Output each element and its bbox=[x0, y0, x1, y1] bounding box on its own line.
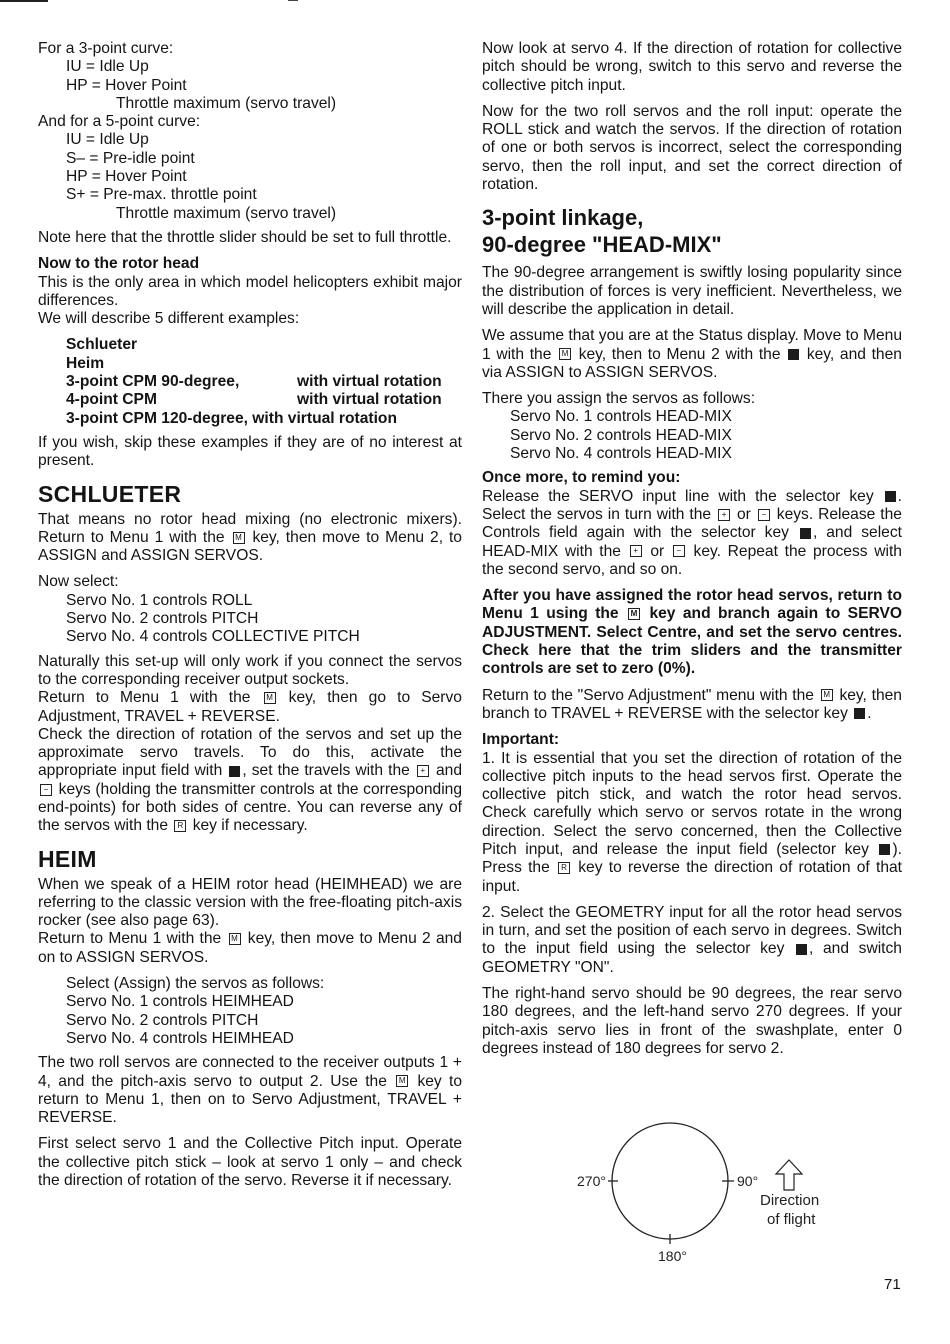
paragraph: We assume that you are at the Status display. Move to Menu 1 with the M key, then to Menu 2 with the key, and then via ASSIGN to ASSIGN SERVOS. bbox=[482, 327, 902, 381]
curve3-max: Throttle maximum (servo travel) bbox=[116, 94, 337, 112]
curve3-item: HP = Hover Point bbox=[66, 76, 187, 94]
curve3-intro: For a 3-point curve: bbox=[38, 40, 174, 57]
servo-assignment: Servo No. 4 controls COLLECTIVE PITCH bbox=[66, 628, 360, 646]
menu-key-icon: M bbox=[559, 348, 571, 360]
rotor-head-heading: Now to the rotor head bbox=[38, 255, 200, 273]
servo-assignment: Servo No. 2 controls HEAD-MIX bbox=[510, 426, 732, 444]
schlueter-paragraph: Return to Menu 1 with the M key, then go to Servo Adjustment, TRAVEL + REVERSE. bbox=[38, 689, 462, 725]
curve5-intro: And for a 5-point curve: bbox=[38, 113, 201, 131]
now-select: Now select: bbox=[38, 573, 119, 591]
plus-key-icon: + bbox=[630, 545, 642, 557]
paragraph: The 90-degree arrangement is swiftly losing popularity since the distribution of forces is very inefficient. Nevertheless, we will describe the application in detail. bbox=[482, 264, 902, 318]
schlueter-paragraph: Check the direction of rotation of the servos and set up the approximate servo travels. To do this, activate the appropriate input field with , set the travels with the + and − keys (holding the transmitter controls at the corresponding end-points) for both sides of centre. You can reverse any of the servos with the R key if necessary. bbox=[38, 725, 463, 835]
selector-key-icon bbox=[879, 844, 890, 855]
assign-intro: There you assign the servos as follows: bbox=[482, 390, 756, 408]
paragraph: Now look at servo 4. If the direction of rotation for collective pitch should be wrong, switch to this servo and reverse the collective pitch input. bbox=[482, 40, 902, 94]
left-column bbox=[38, 40, 462, 1198]
important-heading: Important: bbox=[482, 731, 560, 749]
paragraph: After you have assigned the rotor head servos, return to Menu 1 using the M key and branch again to SERVO ADJUSTMENT. Select Centre, and set the servo centres. Check here that the trim sliders and the transmitter controls are set to zero (0%). bbox=[482, 587, 902, 678]
servo-assignment: Servo No. 1 controls ROLL bbox=[66, 591, 253, 609]
plus-key-icon: + bbox=[417, 765, 429, 777]
curve3-item: IU = Idle Up bbox=[66, 58, 149, 76]
servo-assignment: Servo No. 4 controls HEAD-MIX bbox=[510, 445, 732, 463]
rotor-head-paragraph: This is the only area in which model helicopters exhibit major differences. bbox=[38, 273, 462, 309]
arrow-up-icon bbox=[776, 1160, 802, 1190]
remind-heading: Once more, to remind you: bbox=[482, 469, 681, 487]
paragraph: 1. It is essential that you set the direction of rotation of the collective pitch inputs to the head servos first. Operate the collective pitch stick, and watch the rotor head servos. Check carefully which servo or servos rotate in the wrong direction. Select the servo concerned, then the Collective Pitch input, and release the input field (selector key ). Press the R key to reverse the direction of rotation of that input. bbox=[482, 749, 902, 895]
schlueter-paragraph: That means no rotor head mixing (no electronic mixers). Return to Menu 1 with the M key, then move to Menu 2, to ASSIGN and ASSIGN SERVOS. bbox=[38, 510, 462, 565]
minus-key-icon: − bbox=[673, 545, 685, 557]
heim-paragraph: When we speak of a HEIM rotor head (HEIMHEAD) we are referring to the classic version with the free-floating pitch-axis rocker (see also page 63). bbox=[38, 875, 462, 930]
list-item: Heim bbox=[66, 354, 105, 372]
schlueter-heading: SCHLUETER bbox=[38, 480, 182, 507]
label-180: 180° bbox=[658, 1248, 687, 1264]
minus-key-icon: − bbox=[40, 784, 52, 796]
label-270: 270° bbox=[577, 1173, 606, 1189]
list-item: Schlueter bbox=[66, 336, 138, 354]
paragraph: Release the SERVO input line with the selector key . Select the servos in turn with the + or − keys. Release the Controls field again with the selector key , and select HEAD-MIX with the + or − key. Repeat the process with the second servo, and so on. bbox=[482, 487, 902, 578]
paragraph: Return to the "Servo Adjustment" menu with the M key, then branch to TRAVEL + REVERSE with the selector key . bbox=[482, 686, 902, 722]
section-title: 3-point linkage, 90-degree "HEAD-MIX" bbox=[482, 205, 722, 258]
paragraph: Now for the two roll servos and the roll input: operate the ROLL stick and watch the servos. If the direction of rotation of one or both servos is incorrect, select the corresponding servo, then the roll input, and set the correct direction of rotation. bbox=[482, 102, 902, 194]
selector-key-icon bbox=[229, 766, 240, 777]
list-item: 3-point CPM 90-degree, with virtual rotation bbox=[66, 373, 442, 391]
list-item: 3-point CPM 120-degree, with virtual rotation bbox=[66, 409, 397, 427]
heim-paragraph: The two roll servos are connected to the receiver outputs 1 + 4, and the pitch-axis servo to output 2. Use the M key to return to Menu 1, then on to Servo Adjustment, TRAVEL + REVERSE. bbox=[38, 1054, 462, 1127]
right-column bbox=[482, 40, 902, 1066]
top-rule bbox=[0, 0, 48, 2]
top-mark bbox=[288, 0, 298, 1]
servo-assignment: Servo No. 1 controls HEIMHEAD bbox=[66, 993, 294, 1011]
rotor-head-paragraph: We will describe 5 different examples: bbox=[38, 310, 300, 328]
menu-key-icon: M bbox=[233, 532, 245, 544]
direction-label: Direction bbox=[760, 1192, 820, 1209]
servo-assignment: Servo No. 4 controls HEIMHEAD bbox=[66, 1029, 294, 1047]
servo-assignment: Servo No. 2 controls PITCH bbox=[66, 1011, 259, 1029]
label-90: 90° bbox=[737, 1173, 759, 1189]
examples-list bbox=[38, 336, 462, 427]
servo-assignment: Servo No. 2 controls PITCH bbox=[66, 610, 259, 628]
throttle-note: Note here that the throttle slider should be set to full throttle. bbox=[38, 228, 452, 246]
curve5-max: Throttle maximum (servo travel) bbox=[116, 204, 337, 222]
page-number: 71 bbox=[884, 1276, 901, 1293]
selector-key-icon bbox=[800, 528, 811, 539]
heim-heading: HEIM bbox=[38, 845, 97, 872]
heim-select: Select (Assign) the servos as follows: bbox=[66, 975, 325, 993]
curve5-item: S– = Pre-idle point bbox=[66, 149, 195, 167]
minus-key-icon: − bbox=[758, 509, 770, 521]
swashplate-circle bbox=[612, 1123, 728, 1239]
heim-paragraph: Return to Menu 1 with the M key, then move to Menu 2 and on to ASSIGN SERVOS. bbox=[38, 930, 462, 966]
menu-key-icon: M bbox=[628, 608, 640, 620]
paragraph: 2. Select the GEOMETRY input for all the rotor head servos in turn, and set the position of each servo in degrees. Switch to the input field using the selector key , and switch GEOMETRY "ON". bbox=[482, 903, 902, 976]
heim-paragraph: First select servo 1 and the Collective Pitch input. Operate the collective pitch stick – look at servo 1 only – and check the direction of rotation of the servo. Reverse it if necessary. bbox=[38, 1135, 462, 1190]
direction-label: of flight bbox=[767, 1211, 816, 1228]
selector-key-icon bbox=[854, 708, 865, 719]
plus-key-icon: + bbox=[718, 509, 730, 521]
selector-key-icon bbox=[885, 491, 896, 502]
servo-position-diagram bbox=[570, 1118, 840, 1268]
menu-key-icon: M bbox=[821, 689, 833, 701]
reverse-key-icon: R bbox=[558, 862, 570, 874]
selector-key-icon bbox=[788, 349, 799, 360]
paragraph: The right-hand servo should be 90 degrees, the rear servo 180 degrees, and the left-hand servo 270 degrees. If your pitch-axis servo lies in front of the swashplate, enter 0 degrees instead of 180 degrees for servo 2. bbox=[482, 985, 902, 1057]
menu-key-icon: M bbox=[229, 933, 241, 945]
servo-assignment: Servo No. 1 controls HEAD-MIX bbox=[510, 408, 732, 426]
list-item: 4-point CPM with virtual rotation bbox=[66, 391, 442, 409]
reverse-key-icon: R bbox=[174, 820, 186, 832]
menu-key-icon: M bbox=[396, 1075, 408, 1087]
selector-key-icon bbox=[796, 944, 807, 955]
schlueter-paragraph: Naturally this set-up will only work if you connect the servos to the corresponding receiver output sockets. bbox=[38, 652, 462, 688]
menu-key-icon: M bbox=[264, 692, 276, 704]
skip-note: If you wish, skip these examples if they are of no interest at present. bbox=[38, 433, 462, 470]
curve5-item: IU = Idle Up bbox=[66, 131, 149, 149]
curve5-item: S+ = Pre-max. throttle point bbox=[66, 186, 257, 204]
curve5-item: HP = Hover Point bbox=[66, 168, 187, 186]
